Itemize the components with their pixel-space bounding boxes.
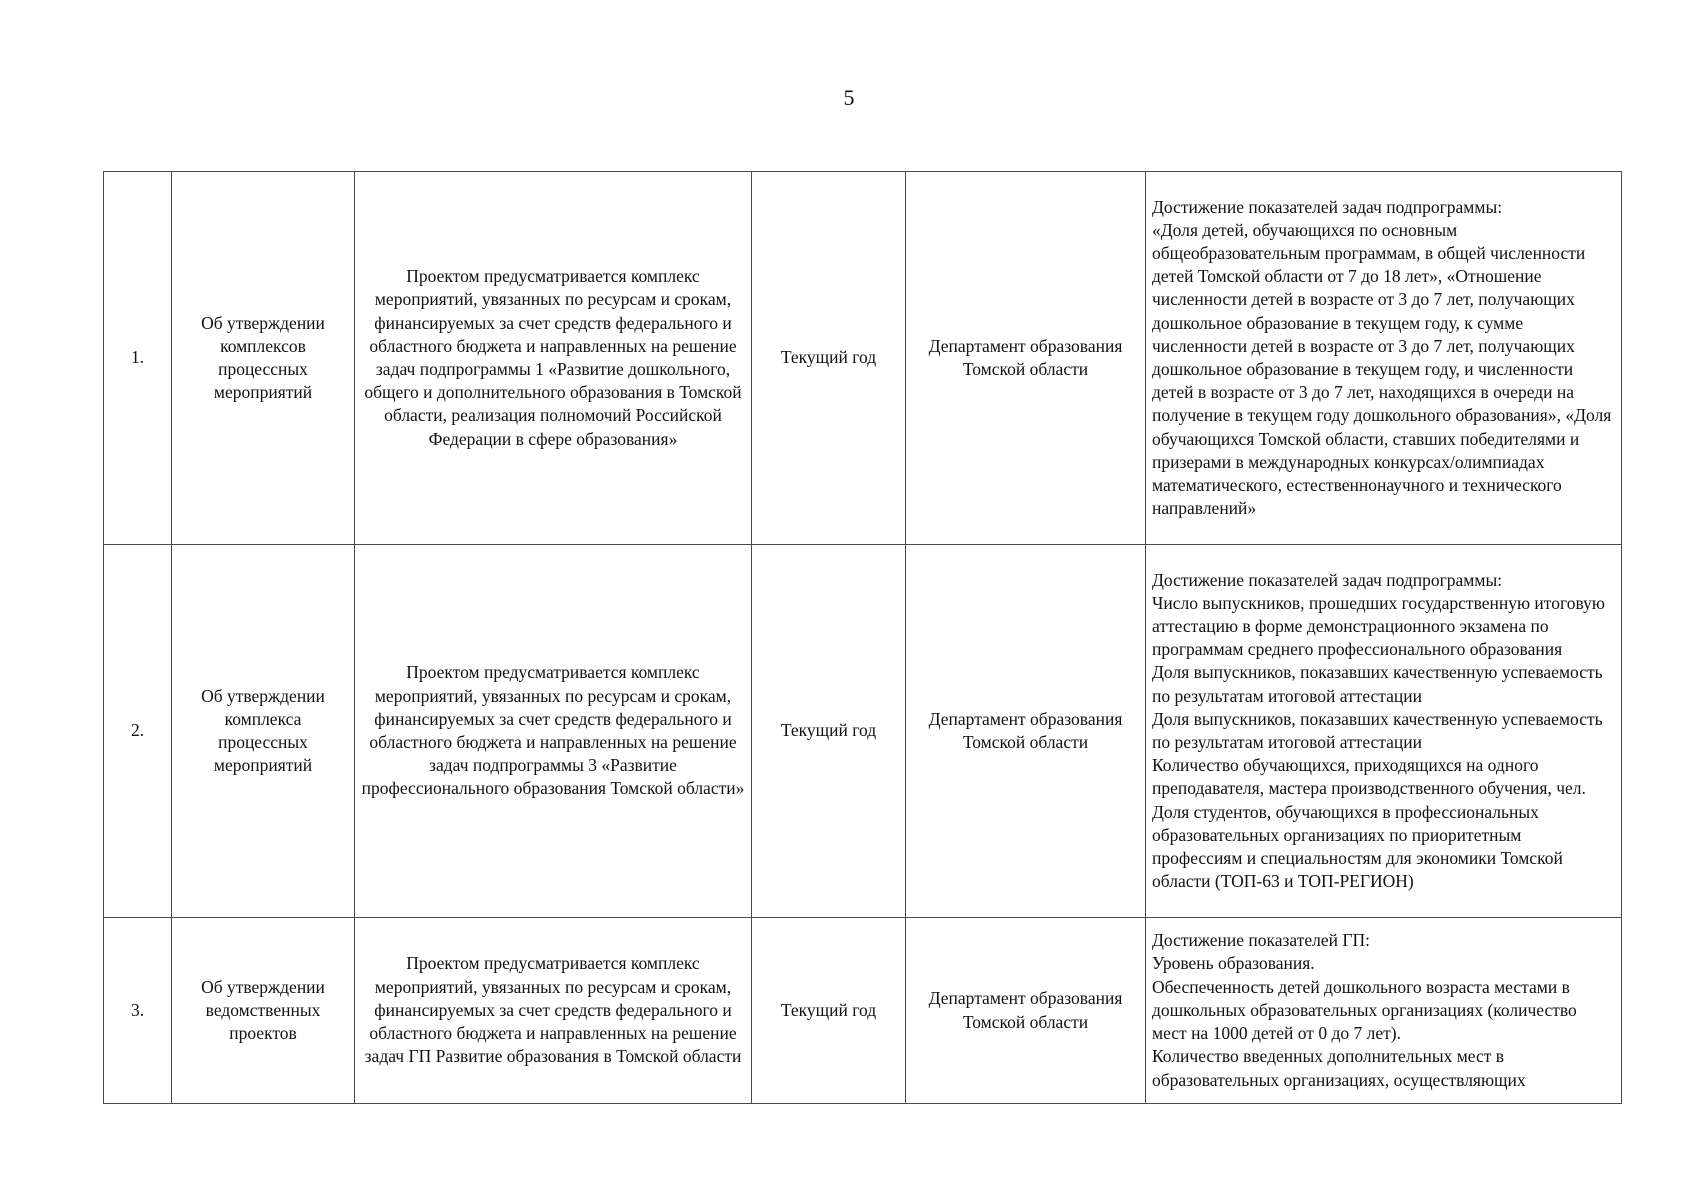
row-number: 3. (104, 918, 172, 1104)
row-department: Департамент образования Томской области (906, 918, 1146, 1104)
row-name: Об утверждении комплексов процессных мероприятий (172, 172, 355, 545)
row-description: Проектом предусматривается комплекс мероприятий, увязанных по ресурсам и срокам, финансируемых за счет средств федерального и областного бюджета и направленных на решение задач подпрограммы 1 «Развитие дошкольного, общего и дополнительного образования в Томской области, реализация полномочий Российской Федерации в сфере образования» (355, 172, 752, 545)
row-indicators: Достижение показателей задач подпрограммы: Число выпускников, прошедших государственную итоговую аттестацию в форме демонстрационного экзамена по программам среднего профессионального образования Доля выпускников, показавших качественную успеваемость по результатам итоговой аттестации Доля выпускников, показавших качественную успеваемость по результатам итоговой аттестации Количество обучающихся, приходящихся на одного преподавателя, мастера производственного обучения, чел. Доля студентов, обучающихся в профессиональных образовательных организациях по приоритетным профессиям и специальностям для экономики Томской области (ТОП-63 и ТОП-РЕГИОН) (1146, 545, 1622, 918)
row-department: Департамент образования Томской области (906, 545, 1146, 918)
row-description: Проектом предусматривается комплекс мероприятий, увязанных по ресурсам и срокам, финансируемых за счет средств федерального и областного бюджета и направленных на решение задач подпрограммы 3 «Развитие профессионального образования Томской области» (355, 545, 752, 918)
row-number: 2. (104, 545, 172, 918)
table-row (104, 918, 1622, 1104)
row-period: Текущий год (752, 172, 906, 545)
row-indicators: Достижение показателей задач подпрограммы: «Доля детей, обучающихся по основным общеобразовательным программам, в общей численности детей Томской области от 7 до 18 лет», «Отношение численности детей в возрасте от 3 до 7 лет, получающих дошкольное образование в текущем году, к сумме численности детей в возрасте от 3 до 7 лет, получающих дошкольное образование в текущем году, и численности детей в возрасте от 3 до 7 лет, находящихся в очереди на получение в текущем году дошкольного образования», «Доля обучающихся Томской области, ставших победителями и призерами в международных конкурсах/олимпиадах математического, естественнонаучного и технического направлений» (1146, 172, 1622, 545)
projects-table (103, 171, 1622, 1104)
table-row (104, 545, 1622, 918)
table-row (104, 172, 1622, 545)
row-department: Департамент образования Томской области (906, 172, 1146, 545)
row-period: Текущий год (752, 545, 906, 918)
row-period: Текущий год (752, 918, 906, 1104)
page-number: 5 (843, 85, 855, 110)
row-number: 1. (104, 172, 172, 545)
row-name: Об утверждении ведомственных проектов (172, 918, 355, 1104)
row-indicators: Достижение показателей ГП: Уровень образования. Обеспеченность детей дошкольного возраста местами в дошкольных образовательных организациях (количество мест на 1000 детей от 0 до 7 лет). Количество введенных дополнительных мест в образовательных организациях, осуществляющих (1146, 918, 1622, 1104)
row-name: Об утверждении комплекса процессных мероприятий (172, 545, 355, 918)
row-description: Проектом предусматривается комплекс мероприятий, увязанных по ресурсам и срокам, финансируемых за счет средств федерального и областного бюджета и направленных на решение задач ГП Развитие образования в Томской области (355, 918, 752, 1104)
